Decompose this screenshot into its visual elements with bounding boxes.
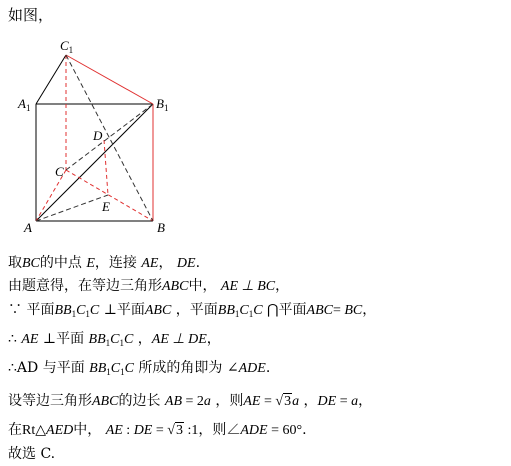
edge-D-E xyxy=(104,140,108,195)
intro-text: 如图， xyxy=(8,6,54,24)
solution-line-8: 故选 C. xyxy=(8,446,56,462)
solution-line-1: 取BC的中点 E，连接 AE， DE. xyxy=(8,255,201,271)
label-A1: $A_1$ xyxy=(18,96,31,113)
edge-A-B1 xyxy=(36,104,153,221)
solution-line-4: ∴ AE ⊥平面 $BB_1C_1C$ ，AE ⊥ DE， xyxy=(8,331,221,348)
solution-line-6: 设等边三角形ABC的边长 AB = 2a ，则AE = √3a ，DE = a， xyxy=(8,393,373,409)
label-A: A xyxy=(24,220,32,235)
label-C1: $C_1$ xyxy=(60,38,74,55)
solution-line-3: ∵ 平面$BB_1C_1C$ ⊥平面ABC ，平面$BB_1C_1C$ ⋂平面ABC= BC， xyxy=(8,302,377,319)
solution-line-7: 在Rt△AED中， AE : DE = √3 :1，则∠ADE = 60°. xyxy=(8,422,307,438)
prism-figure xyxy=(0,0,200,240)
edge-C1-A1 xyxy=(36,55,66,104)
solution-line-2: 由题意得，在等边三角形ABC中， AE ⊥ BC， xyxy=(8,278,290,294)
line-A-E xyxy=(36,195,108,221)
label-D: D xyxy=(93,128,103,143)
solution-line-5: ∴AD 与平面 $BB_1C_1C$ 所成的角即为 ∠ADE. xyxy=(8,360,271,377)
label-B: B xyxy=(157,220,165,235)
label-B1: $B_1$ xyxy=(156,96,169,113)
label-C: C xyxy=(55,164,64,179)
label-E: E xyxy=(102,199,110,214)
